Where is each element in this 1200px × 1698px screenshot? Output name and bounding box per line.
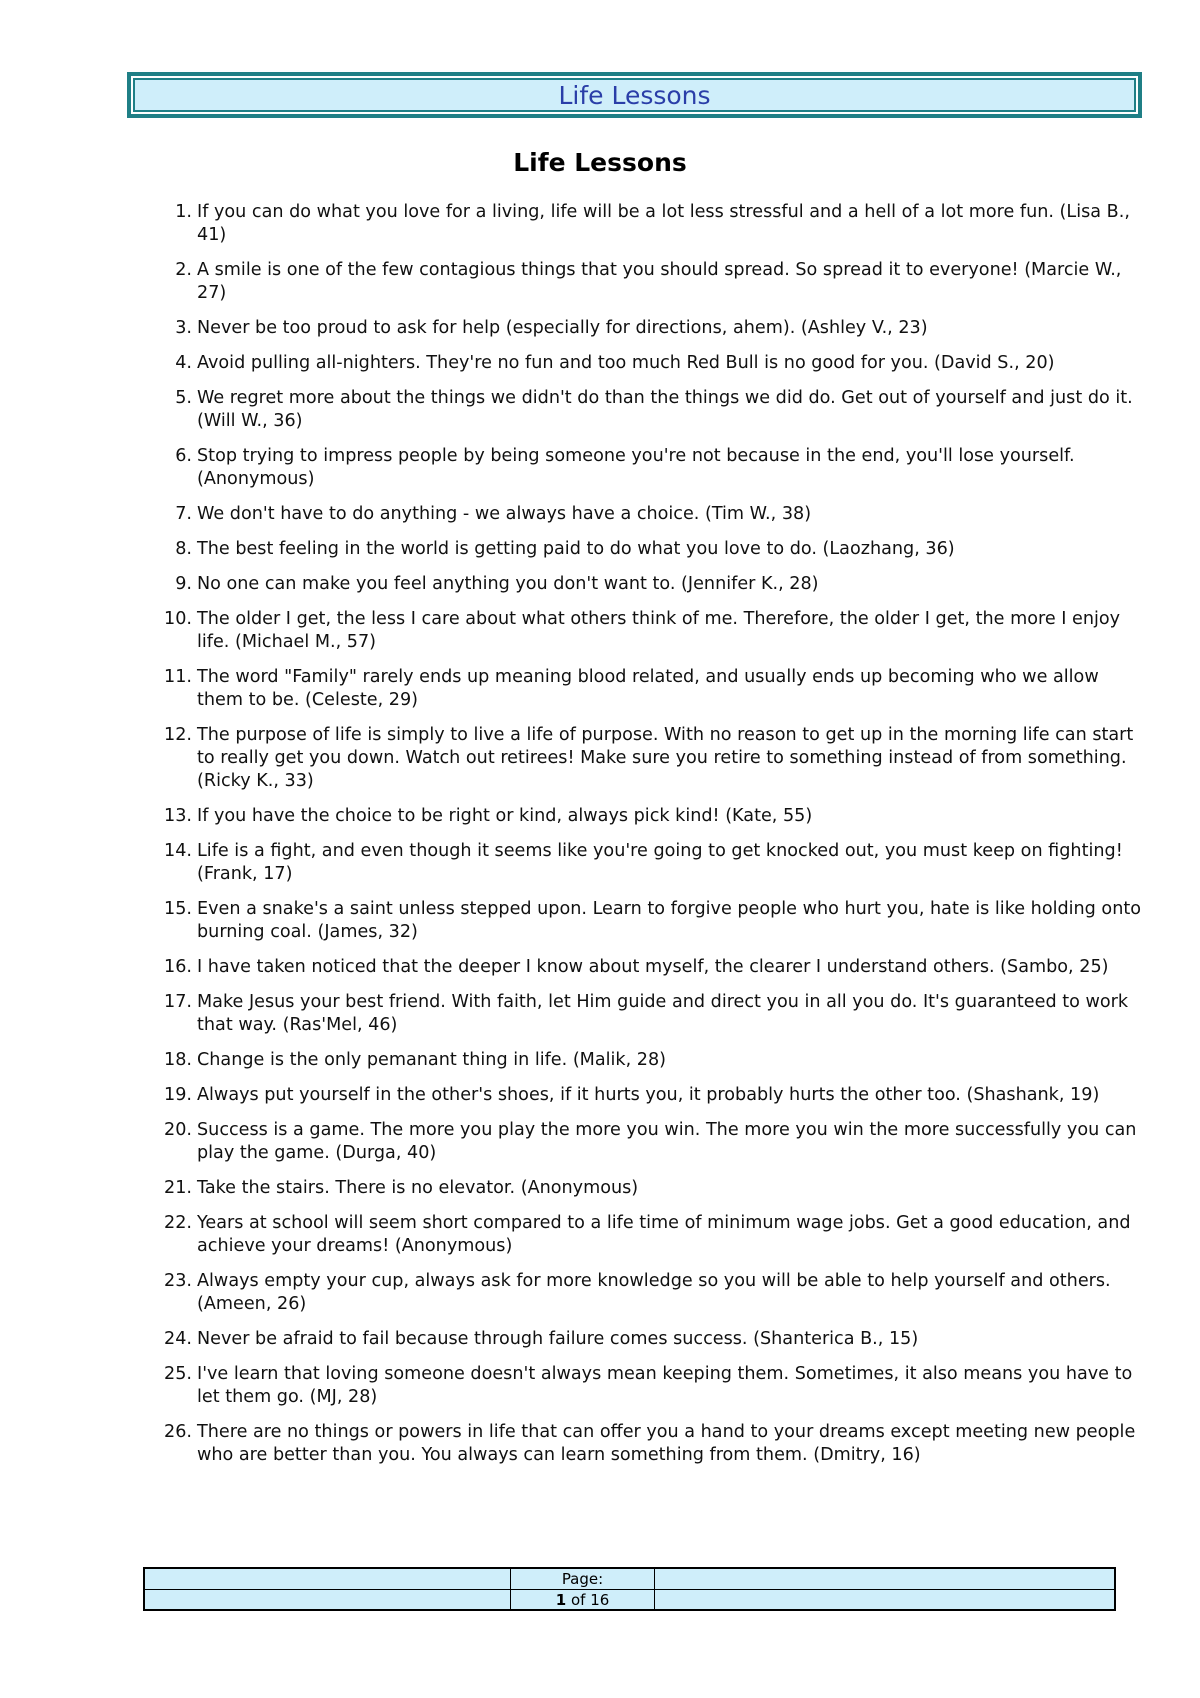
list-item-number: 26 . [152, 1421, 192, 1444]
list-item-number: 15 . [152, 898, 192, 921]
lessons-list [152, 201, 1142, 1479]
list-item-number: 24 . [152, 1328, 192, 1351]
page-count [511, 1590, 654, 1610]
list-item-number: 12 . [152, 724, 192, 747]
list-item [152, 805, 1142, 828]
list-item [152, 1049, 1142, 1072]
list-item-number: 13 . [152, 805, 192, 828]
list-item [152, 201, 1142, 247]
list-item-number: 14 . [152, 840, 192, 863]
list-item-number: 1 . [152, 201, 192, 224]
list-item-text: Life is a fight, and even though it seems like you're going to get knocked out, you must keep on fighting! (Frank, 17) [197, 841, 1123, 884]
list-item-text: Make Jesus your best friend. With faith, let Him guide and direct you in all you do. It's guaranteed to work that way. (Ras'Mel, 46) [197, 992, 1129, 1035]
list-item-number: 18 . [152, 1049, 192, 1072]
list-item-number: 19 . [152, 1084, 192, 1107]
list-item-text: If you can do what you love for a living, life will be a lot less stressful and a hell of a lot more fun. (Lisa B., 41) [197, 202, 1130, 245]
list-item-number: 10 . [152, 608, 192, 631]
page-footer [143, 1567, 1116, 1611]
list-item [152, 1119, 1142, 1165]
list-item-number: 6 . [152, 445, 192, 468]
list-item [152, 445, 1142, 491]
header-title: Life Lessons [558, 81, 711, 110]
list-item-number: 9 . [152, 573, 192, 596]
total-pages: 16 [590, 1591, 610, 1609]
list-item-text: Stop trying to impress people by being someone you're not because in the end, you'll lose yourself. (Anonymous) [197, 446, 1075, 489]
list-item-number: 23 . [152, 1270, 192, 1293]
list-item-number: 8 . [152, 538, 192, 561]
list-item-number: 20 . [152, 1119, 192, 1142]
footer-column-divider [654, 1569, 655, 1609]
list-item-text: Change is the only pemanant thing in life. (Malik, 28) [197, 1050, 667, 1070]
list-item-text: Avoid pulling all-nighters. They're no fun and too much Red Bull is no good for you. (David S., 20) [197, 353, 1055, 373]
list-item-text: Always empty your cup, always ask for more knowledge so you will be able to help yourself and others. (Ameen, 26) [197, 1271, 1111, 1314]
list-item-number: 21 . [152, 1177, 192, 1200]
list-item-text: We don't have to do anything - we always have a choice. (Tim W., 38) [197, 504, 812, 524]
list-item-number: 11 . [152, 666, 192, 689]
list-item-number: 17 . [152, 991, 192, 1014]
list-item [152, 352, 1142, 375]
document-heading: Life Lessons [513, 148, 687, 177]
of-label: of [570, 1591, 586, 1609]
list-item [152, 956, 1142, 979]
list-item-text: The best feeling in the world is getting paid to do what you love to do. (Laozhang, 36) [197, 539, 955, 559]
list-item-text: Even a snake's a saint unless stepped upon. Learn to forgive people who hurt you, hate is like holding onto burning coal. (James, 32) [197, 899, 1142, 942]
list-item-text: Always put yourself in the other's shoes, if it hurts you, it probably hurts the other too. (Shashank, 19) [197, 1085, 1100, 1105]
list-item [152, 898, 1142, 944]
list-item [152, 1328, 1142, 1351]
list-item [152, 1421, 1142, 1467]
list-item-text: I have taken noticed that the deeper I know about myself, the clearer I understand others. (Sambo, 25) [197, 957, 1109, 977]
list-item [152, 1212, 1142, 1258]
list-item-number: 2 . [152, 259, 192, 282]
list-item-text: Never be too proud to ask for help (especially for directions, ahem). (Ashley V., 23) [197, 318, 928, 338]
list-item-number: 7 . [152, 503, 192, 526]
list-item [152, 1177, 1142, 1200]
header-banner-inner [133, 78, 1136, 112]
list-item [152, 259, 1142, 305]
list-item-text: We regret more about the things we didn't do than the things we did do. Get out of yourself and just do it. (Will W., 36) [197, 388, 1133, 431]
list-item-number: 4 . [152, 352, 192, 375]
list-item-text: The older I get, the less I care about what others think of me. Therefore, the older I get, the more I enjoy life. (Michael M., 57) [197, 609, 1121, 652]
list-item-text: If you have the choice to be right or kind, always pick kind! (Kate, 55) [197, 806, 813, 826]
list-item [152, 724, 1142, 793]
list-item-text: Never be afraid to fail because through failure comes success. (Shanterica B., 15) [197, 1329, 919, 1349]
list-item-text: I've learn that loving someone doesn't always mean keeping them. Sometimes, it also means you have to let them go. (MJ, 28) [197, 1364, 1133, 1407]
list-item-text: No one can make you feel anything you don't want to. (Jennifer K., 28) [197, 574, 819, 594]
list-item [152, 608, 1142, 654]
list-item-number: 5 . [152, 387, 192, 410]
list-item [152, 573, 1142, 596]
list-item [152, 991, 1142, 1037]
list-item-text: Years at school will seem short compared to a life time of minimum wage jobs. Get a good education, and achieve your dreams! (Anonymous) [197, 1213, 1131, 1256]
list-item-number: 22 . [152, 1212, 192, 1235]
list-item-text: The purpose of life is simply to live a life of purpose. With no reason to get up in the morning life can start to really get you down. Watch out retirees! Make sure you retire to something instead of from something. (Ricky K., 33) [197, 725, 1134, 791]
list-item-number: 3 . [152, 317, 192, 340]
list-item-text: A smile is one of the few contagious things that you should spread. So spread it to everyone! (Marcie W., 27) [197, 260, 1122, 303]
list-item [152, 1270, 1142, 1316]
list-item-number: 16 . [152, 956, 192, 979]
page-label: Page: [561, 1570, 604, 1588]
list-item-text: Take the stairs. There is no elevator. (Anonymous) [197, 1178, 639, 1198]
list-item [152, 1363, 1142, 1409]
list-item-number: 25 . [152, 1363, 192, 1386]
list-item-text: Success is a game. The more you play the more you win. The more you win the more successfully you can play the game. (Durga, 40) [197, 1120, 1137, 1163]
list-item [152, 317, 1142, 340]
list-item [152, 538, 1142, 561]
list-item [152, 666, 1142, 712]
list-item-text: The word "Family" rarely ends up meaning blood related, and usually ends up becoming who we allow them to be. (Celeste, 29) [197, 667, 1099, 710]
list-item [152, 1084, 1142, 1107]
list-item-text: There are no things or powers in life that can offer you a hand to your dreams except meeting new people who are better than you. You always can learn something from them. (Dmitry, 16) [197, 1422, 1136, 1465]
header-banner [127, 72, 1142, 118]
list-item [152, 503, 1142, 526]
current-page: 1 [555, 1591, 567, 1609]
list-item [152, 840, 1142, 886]
list-item [152, 387, 1142, 433]
